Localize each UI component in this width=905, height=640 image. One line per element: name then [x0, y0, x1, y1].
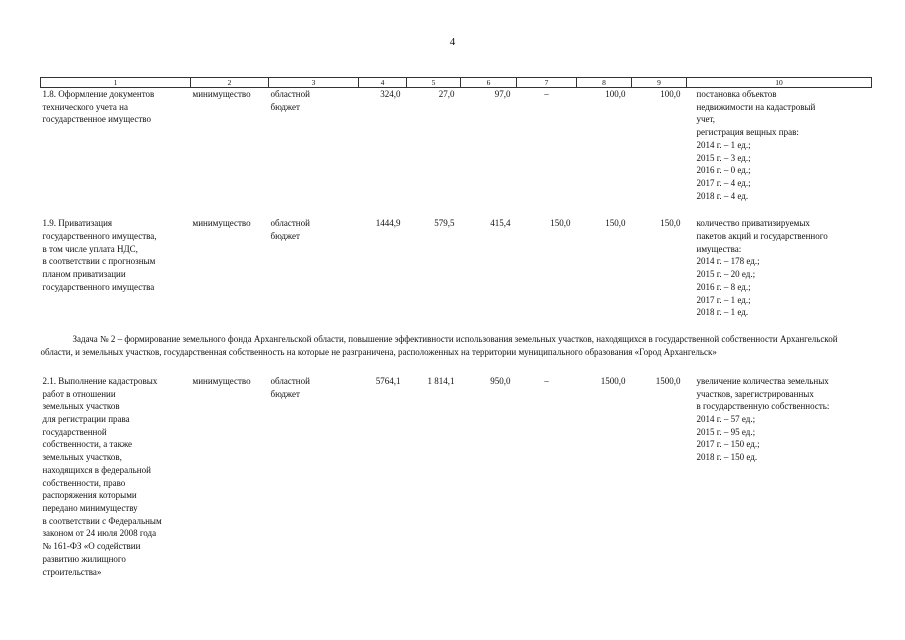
column-number: 4: [359, 78, 407, 88]
table-row: [41, 217, 872, 319]
amount-year: 1 814,1: [427, 375, 455, 386]
amount-year: 415,4: [490, 218, 511, 229]
amount-year: 950,0: [490, 375, 511, 386]
column-number: 1: [41, 78, 191, 88]
amount-year: 1500,0: [600, 375, 626, 386]
amount-year: 1500,0: [655, 375, 681, 386]
column-number: 8: [577, 78, 632, 88]
activity-name: 1.9. Приватизация государственного имущества, в том числе уплата НДС, в соответствии с прогнозным планом приватизации государственного имущества: [42, 218, 157, 292]
table-row: [41, 88, 872, 203]
amount-year: 150,0: [605, 218, 626, 229]
program-table: [40, 77, 872, 578]
amount-year: 97,0: [494, 89, 511, 99]
amount-total: 1444,9: [375, 218, 401, 229]
column-number: 10: [687, 78, 872, 88]
task-heading-row: [41, 319, 872, 375]
expected-result: увеличение количества земельных участков, зарегистрированных в государственную собственность: 2014 г. – 57 ед.; 2015 г. – 95 ед.; 2017 г. – 150 ед.; 2018 г. – 150 ед.: [696, 375, 830, 463]
column-number: 6: [461, 78, 517, 88]
table-row: [41, 375, 872, 578]
amount-year: 150,0: [550, 218, 571, 229]
expected-result: количество приватизируемых пакетов акций и государственного имущества: 2014 г. – 178 ед.; 2015 г. – 20 ед.; 2016 г. – 8 ед.; 2017 г. – 1 ед.; 2018 г. – 1 ед.: [696, 218, 828, 318]
amount-total: 5764,1: [375, 375, 401, 386]
column-number: 5: [407, 78, 461, 88]
amount-year: 579,5: [434, 218, 455, 229]
funding-source: областной бюджет: [270, 89, 310, 112]
column-number-row: [41, 78, 872, 88]
executor: минимущество: [192, 89, 251, 99]
amount-year: –: [544, 89, 549, 99]
row-spacer: [41, 202, 872, 217]
amount-total: 324,0: [380, 89, 401, 99]
funding-source: областной бюджет: [270, 375, 310, 399]
amount-year: 27,0: [438, 89, 455, 99]
executor: минимущество: [192, 218, 251, 229]
funding-source: областной бюджет: [270, 218, 310, 242]
column-number: 9: [632, 78, 687, 88]
amount-year: 100,0: [660, 89, 681, 99]
task-heading: Задача № 2 – формирование земельного фонда Архангельской области, повышение эффективности использования земельных участков, находящихся в государственной собственности Архангельской области, и земельных участков, государственная собственность на которые не разграничена, расположенных на территории муниципального образования «Город Архангельск»: [40, 333, 838, 357]
column-number: 7: [517, 78, 577, 88]
executor: минимущество: [192, 375, 251, 386]
amount-year: 100,0: [605, 89, 626, 99]
amount-year: –: [544, 375, 549, 386]
activity-name: 2.1. Выполнение кадастровых работ в отношении земельных участков для регистрации права государственной собственности, а также земельных участков, находящихся в федеральной собственности, право распоряжения которыми передано минимуществу в соответствии с Федеральным законом от 24 июля 2008 года № 161-ФЗ «О содействии развитию жилищного строительства»: [42, 375, 162, 577]
page-number: 4: [449, 36, 456, 48]
column-number: 2: [191, 78, 269, 88]
activity-name: 1.8. Оформление документов технического учета на государственное имущество: [42, 89, 155, 125]
amount-year: 150,0: [660, 218, 681, 229]
column-number: 3: [269, 78, 359, 88]
expected-result: постановка объектов недвижимости на кадастровый учет, регистрация вещных прав: 2014 г. – 1 ед.; 2015 г. – 3 ед.; 2016 г. – 0 ед.; 2017 г. – 4 ед.; 2018 г. – 4 ед.: [696, 89, 816, 201]
